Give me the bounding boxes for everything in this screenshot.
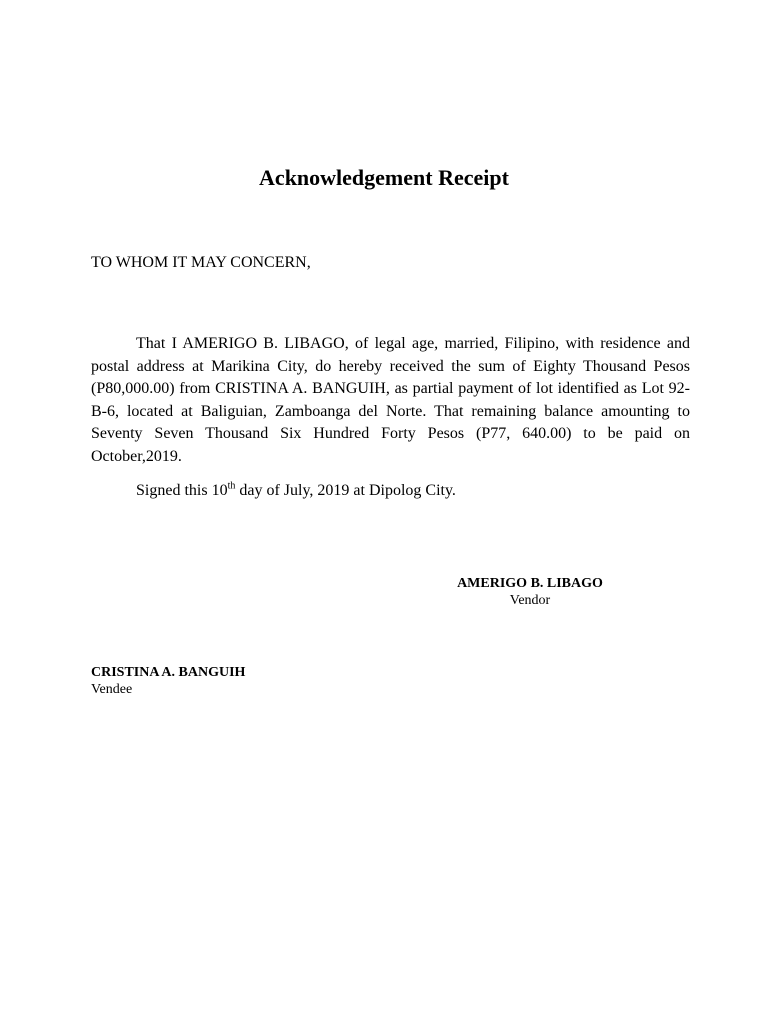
- vendee-name: CRISTINA A. BANGUIH: [91, 665, 246, 680]
- signed-statement: [136, 480, 456, 502]
- vendor-role: Vendor: [509, 593, 551, 608]
- vendor-name: AMERIGO B. LIBAGO: [457, 576, 603, 591]
- vendor-signature-block: [440, 575, 620, 609]
- signed-suffix: day of July, 2019 at Dipolog City.: [235, 482, 456, 499]
- vendee-signature-block: [91, 664, 245, 698]
- signed-prefix: Signed this 10: [136, 482, 228, 499]
- body-paragraph: That I AMERIGO B. LIBAGO, of legal age, married, Filipino, with residence and postal address at Marikina City, do hereby received the sum of Eighty Thousand Pesos (P80,000.00) from CRISTINA A. BANGUIH, as partial payment of lot identified as Lot 92-B-6, located at Baliguian, Zamboanga del Norte. That remaining balance amounting to Seventy Seven Thousand Six Hundred Forty Pesos (P77, 640.00) to be paid on October,2019.: [91, 335, 690, 465]
- signed-ordinal-suffix: th: [227, 480, 236, 492]
- document-title: Acknowledgement Receipt: [259, 165, 509, 190]
- salutation: TO WHOM IT MAY CONCERN,: [91, 254, 311, 271]
- vendee-role: Vendee: [91, 682, 133, 697]
